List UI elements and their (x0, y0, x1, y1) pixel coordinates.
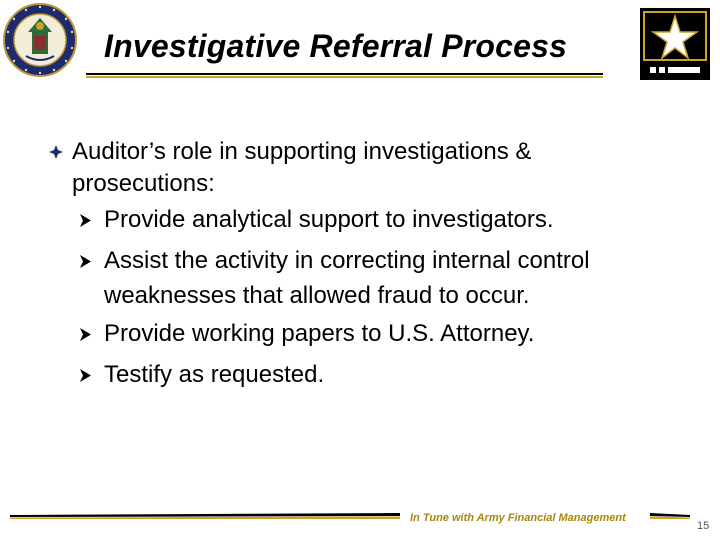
subitem-2-text-line-1: Assist the activity in correcting internal control (104, 247, 590, 274)
footer-tagline: In Tune with Army Financial Management (410, 512, 626, 524)
subitem-4-text: Testify as requested. (104, 361, 325, 388)
bullet-text-line-1: Auditor’s role in supporting investigations & (72, 138, 532, 165)
arrow-bullet-icon (78, 368, 93, 383)
diamond-bullet-icon (48, 144, 64, 160)
footer-rule-left (10, 513, 400, 519)
page-number: 15 (697, 520, 710, 532)
subitem-2-text-line-2: weaknesses that allowed fraud to occur. (104, 282, 530, 309)
subitem-3-text: Provide working papers to U.S. Attorney. (104, 320, 535, 347)
footer-rule-right (650, 513, 690, 519)
title-underline (86, 73, 603, 76)
arrow-bullet-icon (78, 213, 93, 228)
arrow-bullet-icon (78, 254, 93, 269)
subitem-1-text: Provide analytical support to investigators. (104, 206, 554, 233)
bullet-text-line-2: prosecutions: (72, 170, 215, 197)
arrow-bullet-icon (78, 327, 93, 342)
army-seal-logo (2, 2, 78, 78)
us-army-logo (640, 8, 710, 80)
slide-title: Investigative Referral Process (104, 28, 568, 64)
